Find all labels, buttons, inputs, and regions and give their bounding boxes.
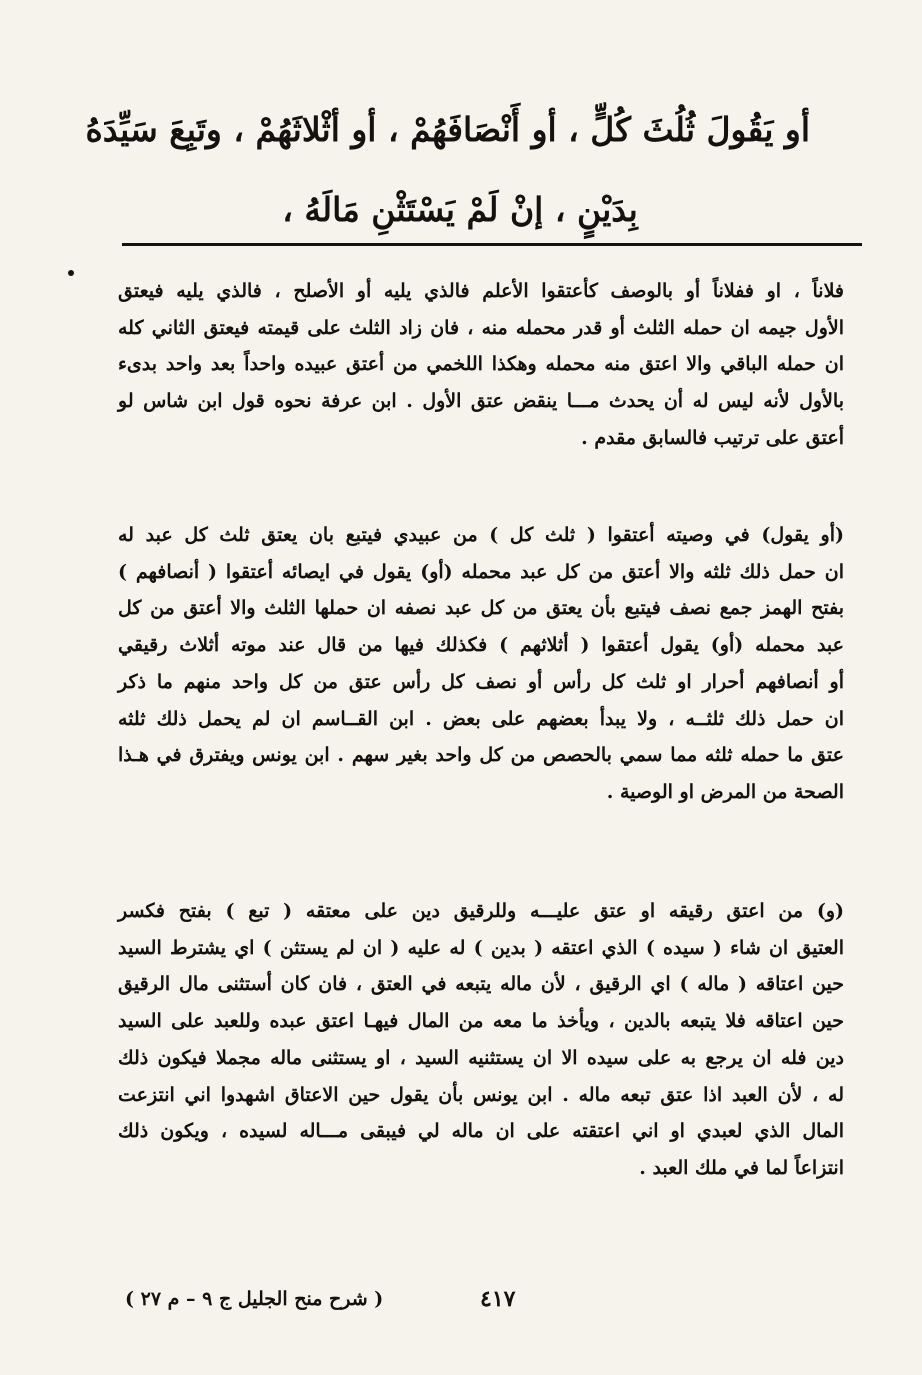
text-line: المال الذي لعبدي او اني اعتقته على ان ماله لي فيبقى مـــاله لسيده ، ويكون ذلك xyxy=(118,1120,844,1143)
commentary-paragraph-1 xyxy=(118,273,844,457)
text-line: عتق ما حمله ثلثه مما سمي بالحصص من كل واحد بغير سهم . ابن يونس ويفترق في هـذا xyxy=(118,744,844,767)
text-line: بفتح الهمز جمع نصف فيتبع بأن يعتق من كل عبد نصفه ان حملها الثلث والا أعتق من كل xyxy=(118,597,844,620)
text-line: (و) من اعتق رقيقه او عتق عليـــه وللرقيق دين على معتقه ( تبع ) بفتح فكسر xyxy=(118,900,844,922)
ink-dot xyxy=(68,270,74,276)
text-line: ان حمله الباقي والا اعتق منه محمله وهكذا اللخمي من أعتق عبيده واحداً بعد واحد بدىء xyxy=(118,353,844,376)
text-line: ان حمل ذلك ثلثــه ، ولا يبدأ بعضهم على بعض . ابن القــاسم ان لم يحمل ذلك ثلثه xyxy=(118,707,844,730)
text-line: حين اعتاقه فلا يتبعه بالدين ، ويأخذ ما معه من المال فيهـا اعتق عبده وللعبد على السيد xyxy=(118,1010,844,1033)
text-line: ان حمل ذلك ثلثه والا أعتق من كل عبد محمله (أو) يقول في ايصائه أعتقوا ( أنصافهم ) xyxy=(118,560,844,583)
source-reference: ( شرح منح الجليل ج ٩ – م ٢٧ ) xyxy=(125,1288,384,1310)
text-line: فلاناً ، او ففلاناً أو بالوصف كأعتقوا الأعلم فالذي يليه أو الأصلح ، فالذي يليه فيعتق xyxy=(118,280,844,302)
text-line: حين اعتاقه ( ماله ) اي الرقيق ، لأن ماله يتبعه في العتق ، فان كان أستثنى مال الرقيق xyxy=(118,973,844,996)
text-line: بالأول لأنه ليس له أن يحدث مـــا ينقض عتق الأول . ابن عرفة نحوه قول ابن شاس لو xyxy=(118,390,844,413)
text-line: انتزاعاً لما في ملك العبد . xyxy=(639,1156,844,1179)
text-line: العتيق ان شاء ( سيده ) الذي اعتقه ( بدين ) له عليه ( ان لم يستثن ) اي يشترط السيد xyxy=(118,936,844,959)
text-line: له ، لأن العبد اذا عتق تبعه ماله . ابن يونس بأن يقول حين الاعتاق اشهدوا اني انتزعت xyxy=(118,1083,844,1106)
text-line: (أو يقول) في وصيته أعتقوا ( ثلث كل ) من عبيدي فيتبع بان يعتق ثلث كل عبد له xyxy=(118,524,844,546)
matn-text xyxy=(85,90,810,250)
page-number: ٤١٧ xyxy=(480,1286,516,1312)
matn-line-1: أو يَقُولَ ثُلُثَ كُلٍّ ، أو أَنْصَافَهُمْ ، أو أثْلاثَهُمْ ، وتَبِعَ سَيِّدَهُ xyxy=(85,110,810,149)
commentary-paragraph-3 xyxy=(118,893,844,1187)
separator-rule xyxy=(122,243,862,246)
text-line: الأول جيمه ان حمله الثلث أو قدر محمله منه ، فان زاد الثلث على قيمته فيعتق الثاني كله xyxy=(118,316,844,339)
commentary-paragraph-2 xyxy=(118,517,844,811)
text-line: الصحة من المرض او الوصية . xyxy=(606,780,844,803)
text-line: أعتق على ترتيب فالسابق مقدم . xyxy=(581,426,844,449)
matn-line-2: بِدَيْنٍ ، إنْ لَمْ يَسْتَثْنِ مَالَهُ ، xyxy=(282,190,638,229)
text-line: عبد محمله (أو) يقول أعتقوا ( أثلاثهم ) فكذلك فيها من قال عند موته أثلاث رقيقي xyxy=(118,634,844,657)
text-line: دين فله ان يرجع به على سيده الا ان يستثنيه السيد ، او يستثنى ماله مجملا فيكون ذلك xyxy=(118,1046,844,1069)
text-line: أو أنصافهم أحرار او ثلث كل رأس أو نصف كل رأس عتق من كل واحد منهم ما ذكر xyxy=(118,670,844,693)
